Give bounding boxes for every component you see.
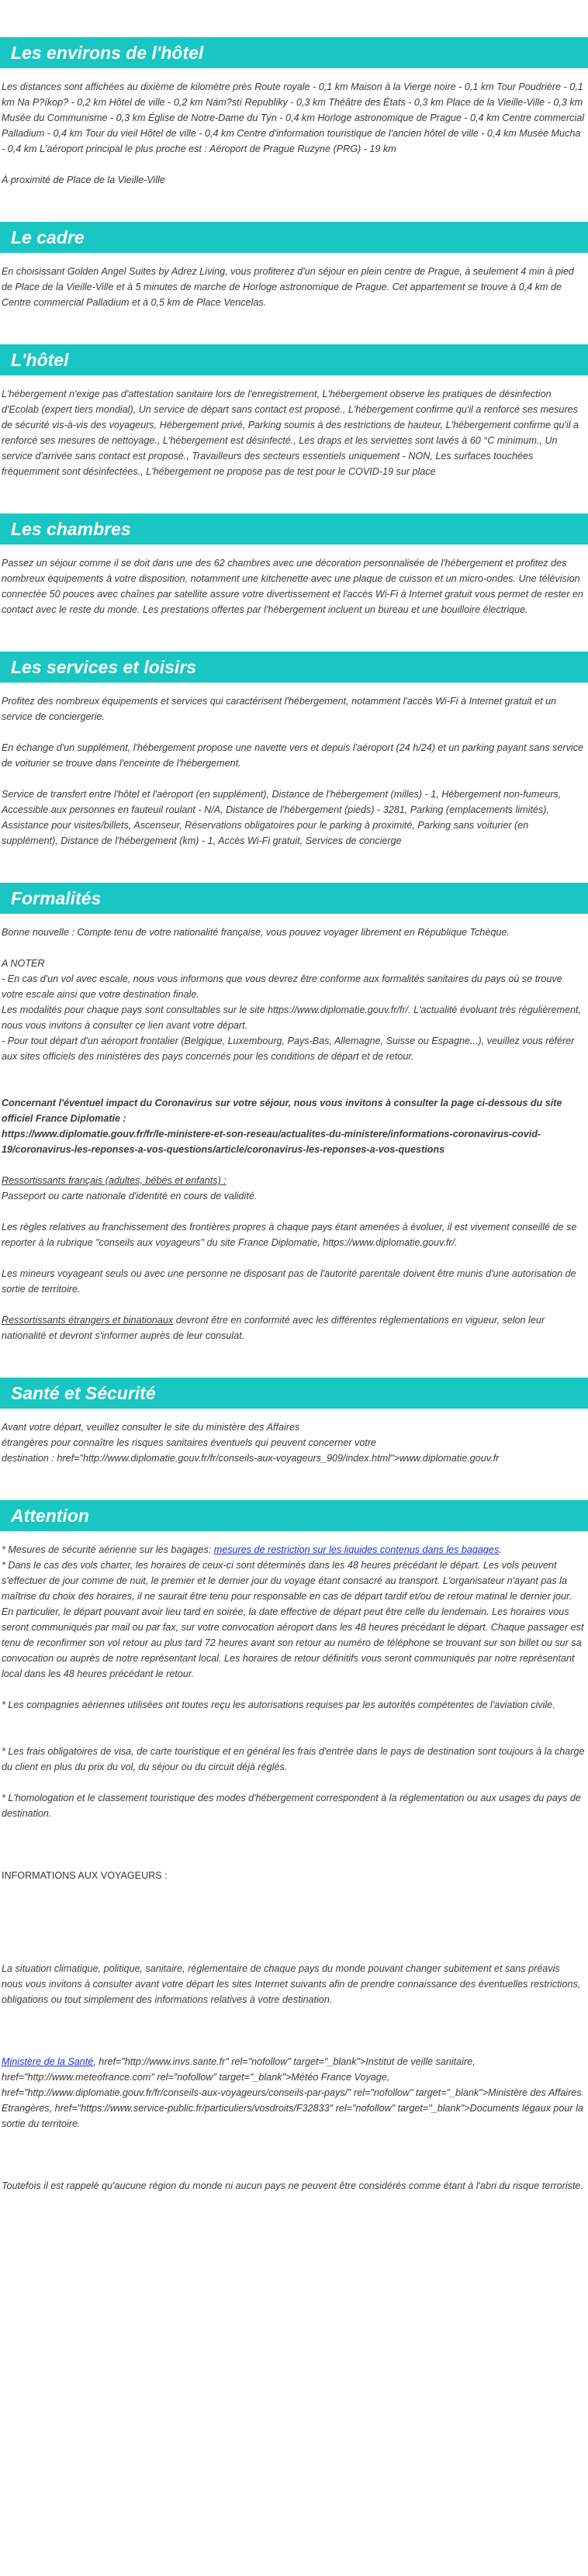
section-title-environs: Les environs de l'hôtel <box>0 37 588 68</box>
section-body-services <box>0 693 588 849</box>
section-hotel <box>0 344 588 479</box>
formalites-nationality-text: Bonne nouvelle : Compte tenu de votre nationalité française, vous pouvez voyager librement en République Tchèque. <box>2 927 510 938</box>
section-title-services: Les services et loisirs <box>0 652 588 683</box>
formalites-foreign-title: Ressortissants étrangers et binationaux <box>2 1315 174 1326</box>
chambres-text: Passez un séjour comme il se doit dans une des 62 chambres avec une décoration personnalisée de l'hébergement et profitez des nombreux équipements à votre disposition, notamment une kitchenette avec une plaque de cuisson et un micro-ondes. Une télévision connectée 50 pouces avec chaînes par satellite assure votre divertissement et l'accès Wi-Fi à Internet gratuit vous permet de rester en contact avec le reste du monde. Les prestations offertes par l'hébergement incluent un bureau et une bouilloire électrique. <box>2 558 586 615</box>
formalites-note-text: A NOTER - En cas d'un vol avec escale, nous vous informons que vous devrez être conforme aux formalités sanitaires du pays où se trouve votre escale ainsi que votre destination finale. Les modalités pour chaque pays sont consultables sur le site https://www.diplomatie.gouv.fr/fr/. L'actualité évoluant très régulièrement, nous vous invitons à consulter ce lien avant votre départ. - Pour tout départ d'un aéroport frontalier (Belgique, Luxembourg, Pays-Bas, Allemagne, Suisse ou Espagne...), veuillez vous référer aux sites officiels des ministères des pays concernés pour les conditions de départ et de retour. <box>2 958 581 1062</box>
cadre-text: En choisissant Golden Angel Suites by Adrez Living, vous profiterez d'un séjour en plein centre de Prague, à seulement 4 min à pied de Place de la Vieille-Ville et à 5 minutes de marche de Horloge astronomique de Prague. Cet appartement se trouve à 0,4 km de Centre commercial Palladium et à 0,5 km de Place Vencelas. <box>2 266 577 308</box>
section-body-hotel <box>0 386 588 479</box>
section-title-attention: Attention <box>0 1500 588 1531</box>
services-shuttle-text: En échange d'un supplément, l'hébergement propose une navette vers et depuis l'aéroport (24 h/24) et un parking payant sans service de voiturier se trouve dans l'enceinte de l'hébergement. <box>2 742 586 769</box>
formalites-coronavirus-text: Concernant l'éventuel impact du Coronavirus sur votre séjour, nous vous invitons à consulter la page ci-dessous du site officiel France Diplomatie : https://www.diplomatie.gouv.fr/fr/le-ministere-et-son-reseau/actualites-du-ministere/informations-coronavirus-covid-19/coronavirus-les-reponses-a-vos-questions/article/coronavirus-les-reponses-a-vos-questions <box>2 1098 562 1155</box>
attention-baggage-prefix: * Mesures de sécurité aérienne sur les bagages: <box>2 1544 214 1555</box>
section-body-cadre <box>0 264 588 310</box>
formalites-french-body: Passeport ou carte nationale d'identité en cours de validité. <box>2 1191 258 1202</box>
baggage-restrictions-link[interactable]: mesures de restriction sur les liquides contenus dans les bagages <box>213 1544 500 1555</box>
attention-airlines-text: * Les compagnies aériennes utilisées ont toutes reçu les autorisations requises par les autorités compétentes de l'aviation civile. <box>2 1699 555 1710</box>
section-attention <box>0 1500 588 2194</box>
attention-visa-text: * Les frais obligatoires de visa, de carte touristique et en général les frais d'entrée dans le pays de destination sont toujours à la charge du client en plus du prix du vol, du séjour ou du circuit déjà réglés. <box>2 1746 587 1772</box>
formalites-borders-text: Les règles relatives au franchissement des frontières propres à chaque pays étant amenées à évoluer, il est vivement conseillé de se reporter à la rubrique "conseils aux voyageurs" du site France Diplomatie, https://www.diplomatie.gouv.fr/. <box>2 1222 579 1248</box>
hotel-measures-text: L'hébergement n'exige pas d'attestation sanitaire lors de l'enregistrement, L'hébergement observe les pratiques de désinfection d'Ecolab (expert tiers mondial), Un service de départ sans contact est proposé., L'hébergement confirme qu'il a renforcé ses mesures de sécurité vis-à-vis des voyageurs, Hébergement privé, Parking soumis à des restrictions de hauteur, L'hébergement confirme qu'il a renforcé ses mesures de nettoyage., L'hébergement est désinfecté., Les draps et les serviettes sont lavés à 60 °C minimum., Un service d'arrivée sans contact est proposé., Travailleurs des secteurs essentiels uniquement - NON, Les surfaces touchées fréquemment sont désinfectées., L'hébergement ne propose pas de test pour le COVID-19 sur place <box>2 389 582 477</box>
environs-proximity-text: À proximité de Place de la Vieille-Ville <box>2 175 165 185</box>
section-environs <box>0 37 588 188</box>
section-title-formalites: Formalités <box>0 883 588 914</box>
attention-climate-text: La situation climatique, politique, sanitaire, réglementaire de chaque pays du monde pouvant changer subitement et sans préavis nous vous invitons à consulter avant votre départ les sites Internet suivants afin de prendre connaissance des éventuelles restrictions, obligations ou tout simplement des informations relatives à votre destination. <box>2 1963 581 2005</box>
formalites-french-title: Ressortissants français (adultes, bébés et enfants) : <box>2 1175 227 1186</box>
section-chambres <box>0 513 588 617</box>
sante-text: Avant votre départ, veuillez consulter le site du ministère des Affaires étrangères pour connaître les risques sanitaires éventuels qui peuvent concerner votre destination : href="http://www.diplomatie.gouv.fr/fr/conseils-aux-voyageurs_909/index.html">www.diplomatie.gouv.fr <box>2 1422 500 1464</box>
section-title-cadre: Le cadre <box>0 222 588 253</box>
formalites-minors-text: Les mineurs voyageant seuls ou avec une personne ne disposant pas de l'autorité parentale doivent être munis d'une autorisation de sortie de territoire. <box>2 1268 579 1295</box>
attention-homologation-text: * L'homologation et le classement touristique des modes d'hébergement correspondent à la réglementation ou aux usages du pays de destination. <box>2 1793 584 1819</box>
attention-charter-text: * Dans le cas des vols charter, les horaires de ceux-ci sont déterminés dans les 48 heures précédant le départ. Les vols peuvent s'effectuer de jour comme de nuit, le premier et le dernier jour du voyage étant consacré au transport. L'organisateur n'ayant pas la maîtrise du choix des horaires, il ne saurait être tenu pour responsable en cas de départ tardif et/ou de retour matinal le dernier jour. En particulier, le départ pouvant avoir lieu tard en soirée, la date effective de départ peut être celle du lendemain. Les horaires vous seront communiqués par mail ou par fax, sur votre convocation aéroport dans les 48 heures précédant le départ. Chaque passager est tenu de reconfirmer son vol retour au plus tard 72 heures avant son retour au numéro de téléphone se trouvant sur son billet ou sur sa convocation ou auprès de notre représentant local. Les horaires de retour définitifs vous seront communiqués par notre représentant local dans les 48 heures précédant le retour. <box>2 1560 586 1679</box>
ministere-sante-link[interactable]: Ministère de la Santé <box>2 2056 94 2067</box>
services-intro-text: Profitez des nombreux équipements et services qui caractérisent l'hébergement, notamment l'accès Wi-Fi à Internet gratuit et un service de conciergerie. <box>2 696 559 722</box>
section-title-chambres: Les chambres <box>0 513 588 545</box>
section-body-formalites <box>0 925 588 1343</box>
section-formalites <box>0 883 588 1343</box>
section-cadre <box>0 222 588 310</box>
environs-distances-text: Les distances sont affichées au dixième de kilomètre près Route royale - 0,1 km Maison à la Vierge noire - 0,1 km Tour Poudrière - 0,1 km Na P?íkop? - 0,2 km Hôtel de ville - 0,2 km Nám?stí Republiky - 0,3 km Théâtre des États - 0,3 km Place de la Vieille-Ville - 0,3 km Musée du Communisme - 0,3 km Église de Notre-Dame du Týn - 0,4 km Horloge astronomique de Prague - 0,4 km Centre commercial Palladium - 0,4 km Tour du vieil Hôtel de ville - 0,4 km Centre d'information touristique de l'ancien hôtel de ville - 0,4 km Musée Mucha - 0,4 km L'aéroport principal le plus proche est : Aéroport de Prague Ruzyne (PRG) - 19 km <box>2 81 587 154</box>
section-title-hotel: L'hôtel <box>0 344 588 375</box>
attention-info-heading: INFORMATIONS AUX VOYAGEURS : <box>2 1870 168 1881</box>
services-list-text: Service de transfert entre l'hôtel et l'aéroport (en supplément), Distance de l'hébergement (milles) - 1, Hébergement non-fumeurs, Accessible aux personnes en fauteuil roulant - N/A, Distance de l'hébergement (pieds) - 3281, Parking (emplacements limités), Assistance pour visites/billets, Ascenseur, Réservations obligatoires pour le parking à proximité, Parking sans voiturier (en supplément), Distance de l'hébergement (km) - 1, Accès Wi-Fi gratuit, Services de concierge <box>2 789 564 846</box>
section-title-sante: Santé et Sécurité <box>0 1378 588 1409</box>
formalites-foreign-body: devront être en conformité avec les différentes réglementations en vigueur, selon leur nationalité et devront s'informer auprès de leur consulat. <box>2 1315 548 1341</box>
attention-terrorism-text: Toutefois il est rappelé qu'aucune région du monde ni aucun pays ne peuvent être considérés comme étant à l'abri du risque terroriste. <box>2 2180 583 2191</box>
section-body-environs <box>0 79 588 188</box>
section-sante <box>0 1378 588 1466</box>
attention-links-text: , href="http://www.invs.sante.fr" rel="nofollow" target="_blank">Institut de veille sanitaire, href="http://www.meteofrance.com" rel="nofollow" target="_blank">Météo France Voyage, href="http://www.diplomatie.gouv.fr/fr/conseils-aux-voyageurs/conseils-par-pays/" rel="nofollow" target="_blank">Ministère des Affaires Etrangères, href="https://www.service-public.fr/particuliers/vosdroits/F32833" rel="nofollow" target="_blank">Documents légaux pour la sortie du territoire. <box>2 2056 586 2129</box>
section-body-attention <box>0 1542 588 2194</box>
attention-baggage-suffix: . <box>499 1544 502 1555</box>
section-services <box>0 652 588 849</box>
section-body-chambres <box>0 555 588 617</box>
section-body-sante <box>0 1419 588 1466</box>
